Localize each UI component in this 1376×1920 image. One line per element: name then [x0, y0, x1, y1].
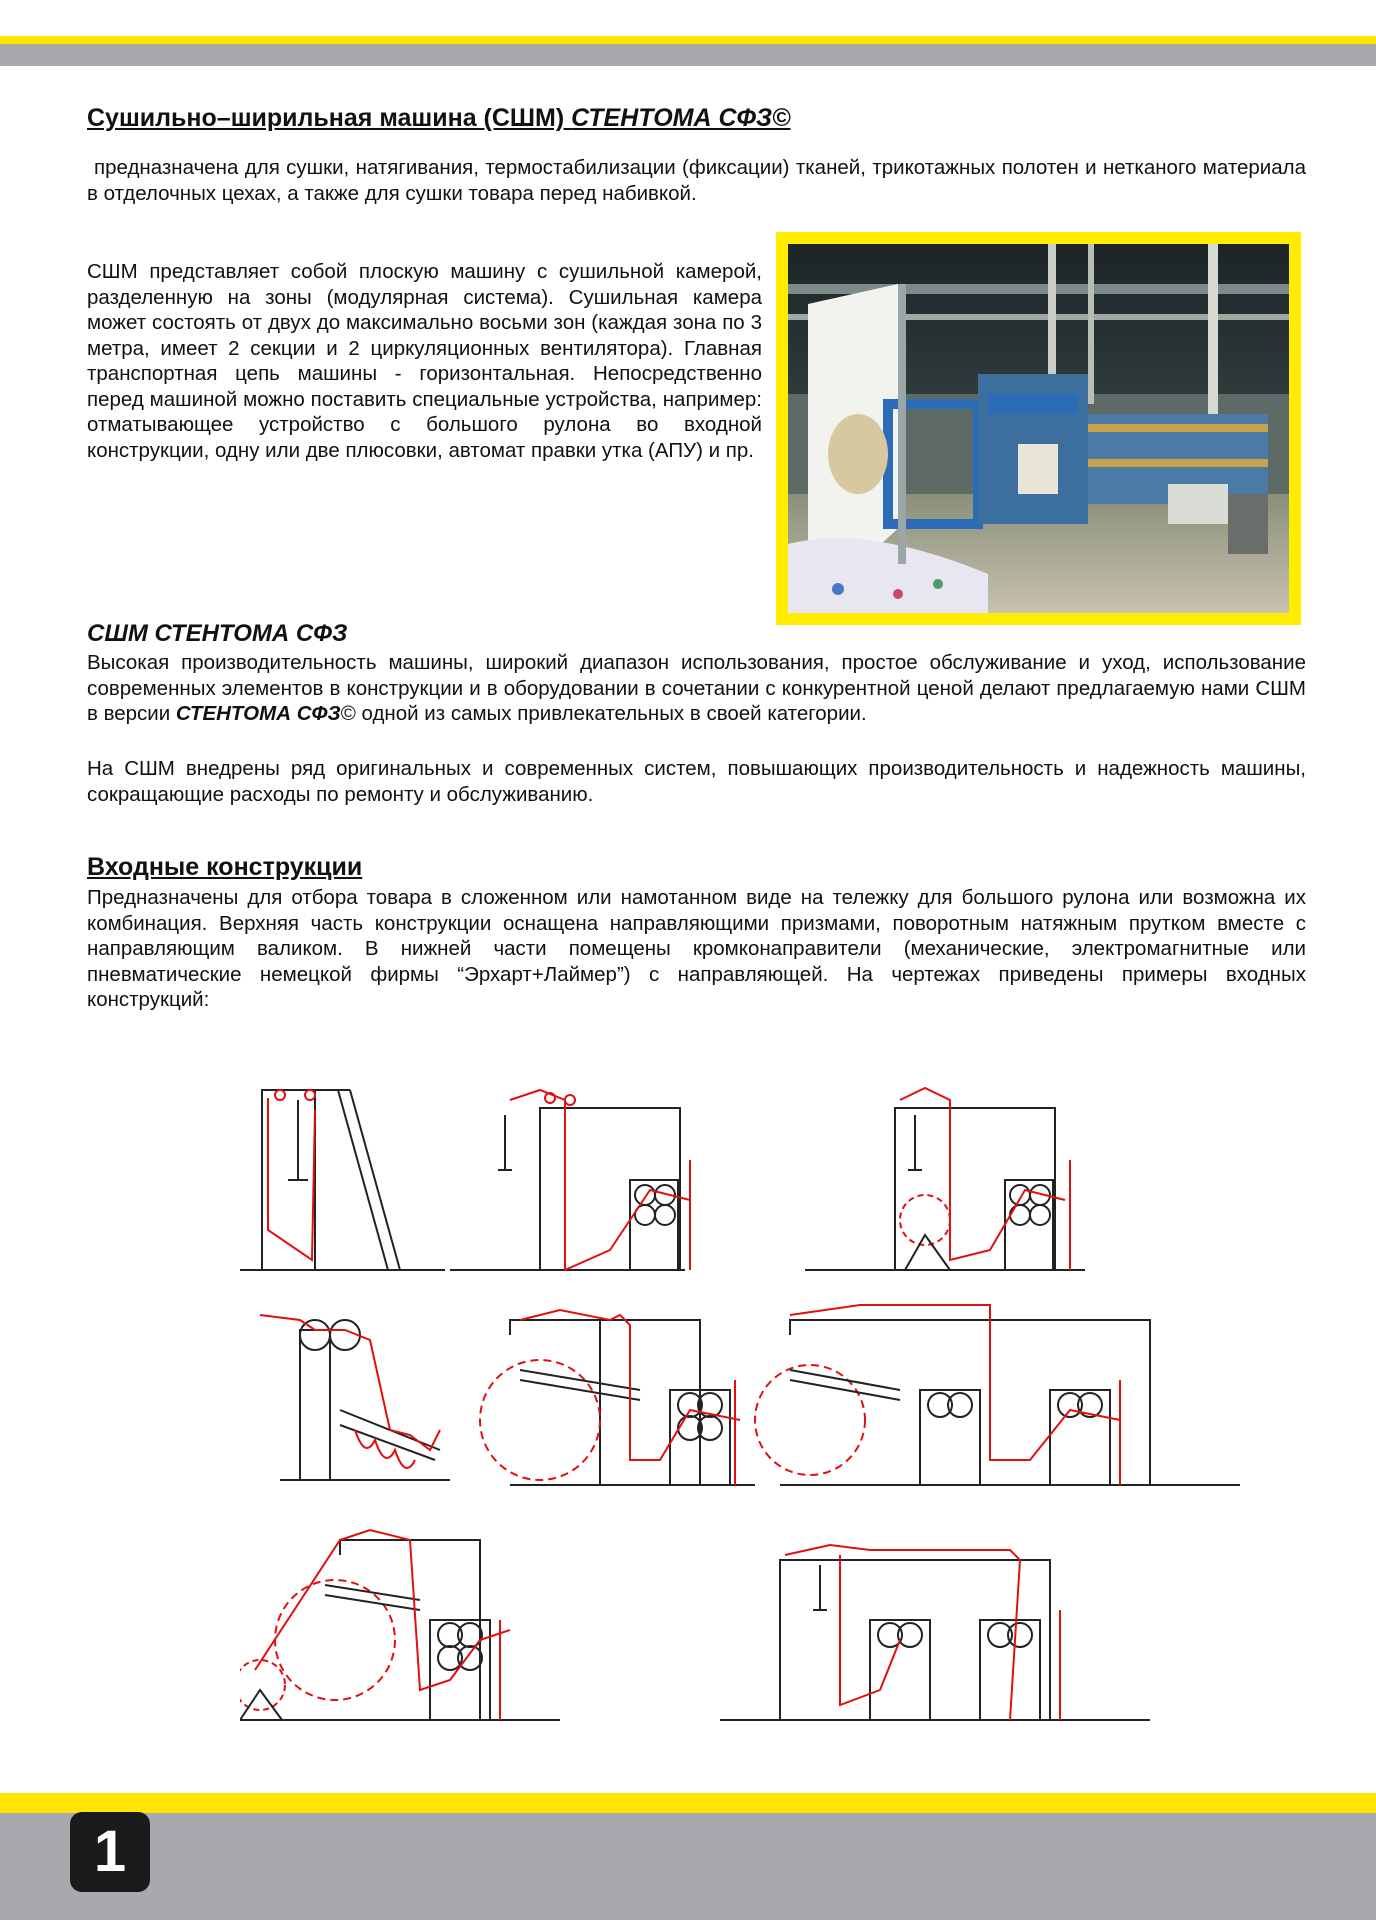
p3-text-before: Высокая производительность машины, широкий диапазон использования, простое обслуживание и уход, использование современных элементов в конструкции и в оборудовании в сочетании с конкурентной ценой делают предлагаемую нами СШМ в версии [87, 651, 1306, 725]
drawing-2-3 [755, 1305, 1240, 1485]
top-band-yellow [0, 36, 1376, 44]
top-band-grey [0, 44, 1376, 66]
p3-brand: СТЕНТОМА СФЗ [175, 702, 341, 725]
drawing-1-2 [450, 1090, 690, 1270]
bottom-band-yellow [0, 1793, 1376, 1813]
drawing-1-3 [805, 1088, 1085, 1270]
page-title-plain: Сушильно–ширильная машина (СШМ) [87, 104, 572, 132]
p3-text-after: © одной из самых привлекательных в своей категории. [340, 702, 867, 725]
section-title-stentoma: СШМ СТЕНТОМА СФЗ [87, 620, 348, 647]
drawing-2-2 [480, 1310, 755, 1485]
section-inlet-paragraph: Предназначены для отбора товара в сложенном или намотанном виде на тележку для большого рулона или возможна их комбинация. Верхняя часть конструкции оснащена направляющими призмами, поворотным натяжным прутком вместе с направляющим валиком. В нижней части помещены кромконаправители (механические, электромагнитные или пневматические немецкой фирмы “Эрхарт+Лаймер”) с направляющей. На чертежах приведены примеры входных конструкций: [87, 886, 1306, 1011]
page-title [87, 104, 791, 133]
drawing-2-1 [260, 1315, 450, 1480]
section-title-inlet: Входные конструкции [87, 853, 363, 881]
intro-paragraph: предназначена для сушки, натягивания, термостабилизации (фиксации) тканей, трикотажных полотен и нетканого материала в отделочных цехах, а также для сушки товара перед набивкой. [87, 156, 1306, 205]
bottom-band-grey [0, 1813, 1376, 1920]
page-title-brand: СТЕНТОМА СФЗ© [571, 104, 791, 132]
drawing-3-1 [240, 1530, 560, 1720]
drawing-3-2 [720, 1545, 1150, 1720]
machine-photo [788, 244, 1289, 613]
drawing-1-1 [240, 1090, 445, 1270]
inlet-construction-drawings [240, 1070, 1240, 1770]
section-stentoma-paragraph-2: На СШМ внедрены ряд оригинальных и современных систем, повышающих производительность и надежность машины, сокращающие расходы по ремонту и обслуживанию. [87, 757, 1306, 806]
section-stentoma-paragraph-1 [87, 650, 1306, 727]
description-paragraph: СШМ представляет собой плоскую машину с сушильной камерой, разделенную на зоны (модулярная система). Сушильная камера может состоять от двух до максимально восьми зон (каждая зона по 3 метра, имеет 2 секции и 2 циркуляционных вентилятора). Главная транспортная цепь машины - горизонтальная. Непосредственно перед машиной можно поставить специальные устройства, например: отматывающее устройство с большого рулона во входной конструкции, одну или две плюсовки, автомат правки утка (АПУ) и пр. [87, 260, 762, 462]
page-number: 1 [70, 1812, 150, 1892]
machine-photo-frame [776, 232, 1301, 625]
